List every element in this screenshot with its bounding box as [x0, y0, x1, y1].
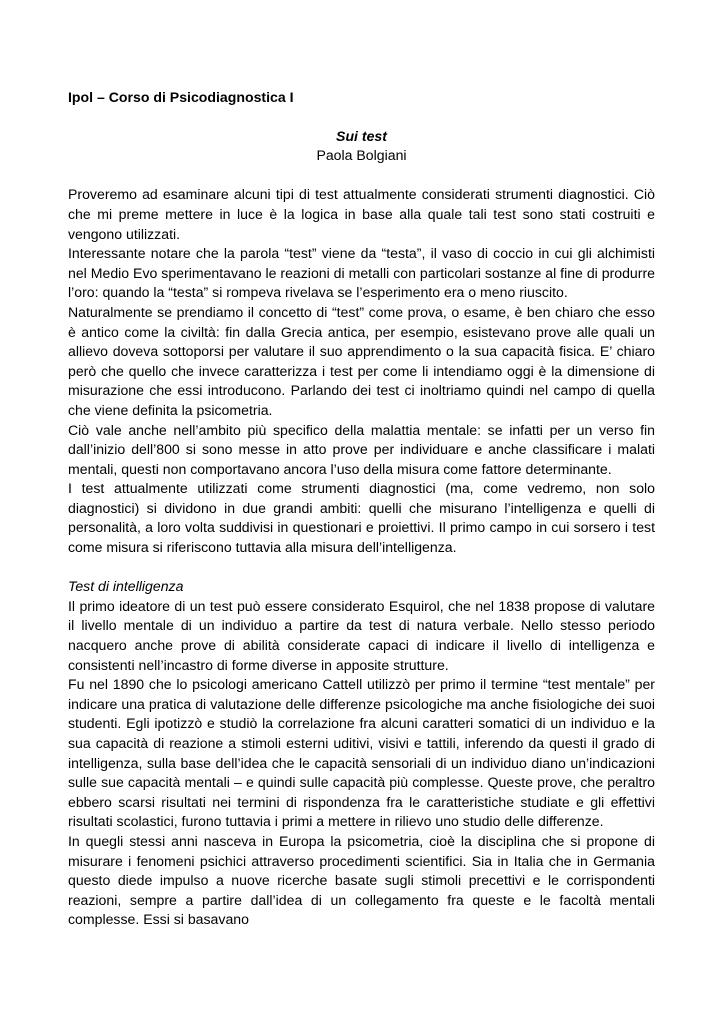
title-block	[68, 127, 655, 166]
paragraph-section-1: Il primo ideatore di un test può essere considerato Esquirol, che nel 1838 propose di valutare il livello mentale di un individuo a partire da test di natura verbale. Nello stesso periodo nacquero anche prove di abilità considerate capaci di indicare il livello di intelligenza e consistenti nell’incastro di forme diverse in apposite strutture.	[68, 597, 655, 673]
section-heading: Test di intelligenza	[68, 578, 184, 595]
paragraph-section-2: Fu nel 1890 che lo psicologi americano Cattell utilizzò per primo il termine “test mentale” per indicare una pratica di valutazione delle differenze psicologiche ma anche fisiologiche dei suoi studenti. Egli ipotizzò e studiò la correlazione fra alcuni caratteri somatici di un individuo e la sua capacità di reazione a stimoli esterni uditivi, visivi e tattili, inferendo da questi il grado di intelligenza, sulla base dell’idea che le capacità sensoriali di un individuo diano un’indicazioni sulle sue capacità mentali – e quindi sulle capacità più complesse. Queste prove, che peraltro ebbero scarsi risultati nei termini di rispondenza fra le caratteristiche studiate e gli effettivi risultati scolastici, furono tuttavia i primi a mettere in rilievo uno studio delle differenze.	[68, 676, 655, 830]
paragraph-intro-3: Naturalmente se prendiamo il concetto di “test” come prova, o esame, è ben chiaro che esso è antico come la civiltà: fin dalla Grecia antica, per esempio, esistevano prove alle quali un allievo doveva sottoporsi per valutare il suo apprendimento o la sua capacità fisica. E’ chiaro però che quello che invece caratterizza i test per come li intendiamo oggi è la dimensione di misurazione che essi introducono. Parlando dei test ci inoltriamo quindi nel campo di quella che viene definita la psicometria.	[68, 303, 655, 418]
document-title: Sui test	[336, 127, 387, 144]
paragraph-intro-5: I test attualmente utilizzati come strumenti diagnostici (ma, come vedremo, non solo diagnostici) si dividono in due grandi ambiti: quelli che misurano l’intelligenza e quelli di personalità, a loro volta suddivisi in questionari e proiettivi. Il primo campo in cui sorsero i test come misura si riferiscono tuttavia alla misura dell’intelligenza.	[68, 480, 655, 556]
document-author: Paola Bolgiani	[316, 147, 407, 164]
paragraph-intro-1: Proveremo ad esaminare alcuni tipi di test attualmente considerati strumenti diagnostici. Ciò che mi preme mettere in luce è la logica in base alla quale tali test sono stati costruiti e vengono utilizzati.	[68, 186, 655, 242]
course-heading: Ipol – Corso di Psicodiagnostica I	[68, 89, 294, 105]
paragraph-intro-2: Interessante notare che la parola “test” viene da “testa”, il vaso di coccio in cui gli alchimisti nel Medio Evo sperimentavano le reazioni di metalli con particolari sostanze al fine di produrre l’oro: quando la “testa” si rompeva rivelava se l’esperimento era o meno riuscito.	[68, 245, 655, 301]
spacer	[68, 166, 655, 186]
paragraph-section-3: In quegli stessi anni nasceva in Europa la psicometria, cioè la disciplina che si propone di misurare i fenomeni psichici attraverso procedimenti scientifici. Sia in Italia che in Germania questo diede impulso a nuove ricerche basate sugli stimoli precettivi e le corrispondenti reazioni, sempre a partire dall’idea di un collegamento fra queste e le facoltà mentali complesse. Essi si basavano	[68, 832, 655, 928]
paragraph-intro-4: Ciò vale anche nell’ambito più specifico della malattia mentale: se infatti per un verso fin dall’inizio dell’800 si sono messe in atto prove per individuare e anche classificare i malati mentali, questi non comportavano ancora l’uso della misura come fattore determinante.	[68, 421, 655, 477]
spacer	[68, 558, 655, 578]
document-page	[68, 88, 655, 930]
